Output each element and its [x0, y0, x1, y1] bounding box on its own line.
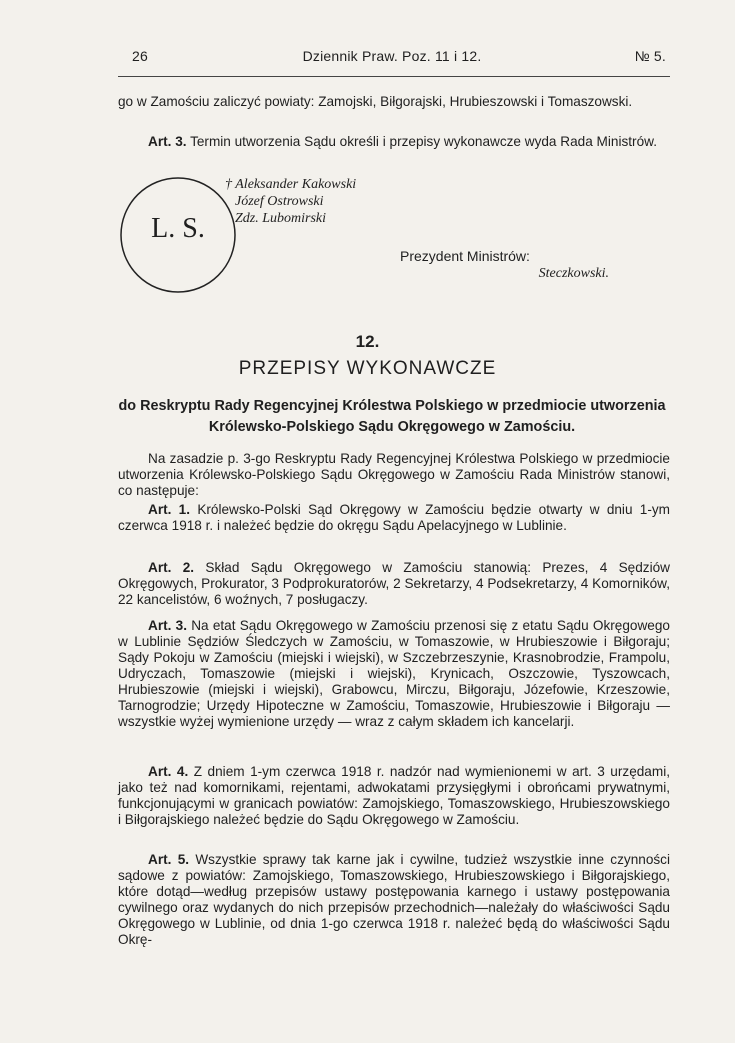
signature-lubomirski: Zdz. Lubomirski — [235, 211, 327, 226]
page-header — [118, 48, 666, 70]
intro-paragraph: go w Zamościu zaliczyć powiaty: Zamojski, Biłgorajski, Hrubieszowski i Tomaszowski. — [118, 94, 633, 109]
header-rule — [118, 76, 670, 77]
article-5 — [118, 852, 670, 948]
article-2-label: Art. 2. — [148, 560, 195, 575]
article-3 — [118, 618, 670, 730]
signature-kakowski: † Aleksander Kakowski — [225, 177, 357, 192]
art3-first-text: Termin utworzenia Sądu określi i przepisy wykonawcze wyda Rada Ministrów. — [190, 134, 657, 149]
act-number: 12. — [355, 332, 380, 351]
preamble: Na zasadzie p. 3-go Reskryptu Rady Regencyjnej Królestwa Polskiego w przedmiocie utworzenia Królewsko-Polskiego Sądu Okręgowego w Zamościu Rada Ministrów stanowi, co następuje: — [118, 451, 670, 498]
journal-title: Dziennik Praw. Poz. 11 i 12. — [302, 48, 482, 64]
signatures — [225, 176, 356, 227]
article-5-label: Art. 5. — [148, 852, 190, 867]
seal — [118, 175, 238, 295]
article-1-text: Królewsko-Polski Sąd Okręgowy w Zamościu będzie otwarty w dniu 1-ym czerwca 1918 r. i należeć będzie do okręgu Sądu Apelacyjnego w Lublinie. — [118, 502, 670, 533]
article-1-label: Art. 1. — [148, 502, 191, 517]
act-subtitle: do Reskryptu Rady Regencyjnej Królestwa Polskiego w przedmiocie utworzenia Królewsko-Polskiego Sądu Okręgowego w Zamościu. — [118, 398, 666, 435]
page-number: 26 — [132, 48, 148, 64]
article-3-text: Na etat Sądu Okręgowego w Zamościu przenosi się z etatu Sądu Okręgowego w Lublinie Sędziów Śledczych w Zamościu, w Tomaszowie, w Hrubieszowie i Biłgoraju; Sądy Pokoju w Zamościu (miejski i wiejski), w Szczebrzeszynie, Krasnobrodzie, Frampolu, Udryczach, Tomaszowie (miejski i wiejski), Krynicach, Oszczowie, Tyszowcach, Hrubieszowie (miejski i wiejski), Grabowcu, Mirczu, Biłgoraju, Józefowie, Krzeszowie, Tarnogrodzie; Urzędy Hipoteczne w Zamościu, Tomaszowie, Hrubieszowie i Biłgoraju — wszystkie wyżej wymienione urzędy — wraz z całym składem ich kancelarji. — [118, 618, 670, 729]
article-2 — [118, 560, 670, 608]
article-4 — [118, 764, 670, 828]
seal-text: L. S. — [151, 213, 205, 244]
article-3-label: Art. 3. — [148, 618, 187, 633]
article-1 — [118, 502, 670, 534]
article-4-label: Art. 4. — [148, 764, 189, 779]
article-4-text: Z dniem 1-ym czerwca 1918 r. nadzór nad wymienionemi w art. 3 urzędami, jako też nad komornikami, rejentami, adwokatami przysięgłymi i obrońcami prywatnymi, funkcjonującymi w granicach powiatów: Zamojskiego, Tomaszowskiego, Hrubieszowskiego i Biłgorajskiego należeć będzie do Sądu Okręgowego w Zamościu. — [118, 764, 670, 827]
premier-signature: Steczkowski. — [538, 266, 609, 281]
article-2-text: Skład Sądu Okręgowego w Zamościu stanowią: Prezes, 4 Sędziów Okręgowych, Prokurator, 3 Podprokuratorów, 2 Sekretarzy, 4 Podsekretarzy, 4 Komorników, 22 kancelistów, 6 woźnych, 7 posługaczy. — [118, 560, 670, 607]
act-title: PRZEPISY WYKONAWCZE — [238, 358, 497, 379]
art3-first-label: Art. 3. — [148, 134, 187, 149]
issue-number: № 5. — [634, 48, 666, 64]
art3-first-paragraph — [118, 134, 670, 150]
signature-ostrowski: Józef Ostrowski — [235, 194, 324, 209]
premier-title: Prezydent Ministrów: — [400, 248, 530, 264]
article-5-text: Wszystkie sprawy tak karne jak i cywilne, tudzież wszystkie inne czynności sądowe z powiatów: Zamojskiego, Tomaszowskiego, Hrubieszowskiego i Biłgorajskiego, które dotąd—według przepisów ustawy postępowania karnego i ustawy postępowania cywilnego oraz wydanych do nich przepisów przechodnich—należały do właściwości Sądu Okręgowego w Lublinie, od dnia 1-go czerwca 1918 r. należeć będą do właściwości Sądu Okrę- — [118, 852, 670, 947]
